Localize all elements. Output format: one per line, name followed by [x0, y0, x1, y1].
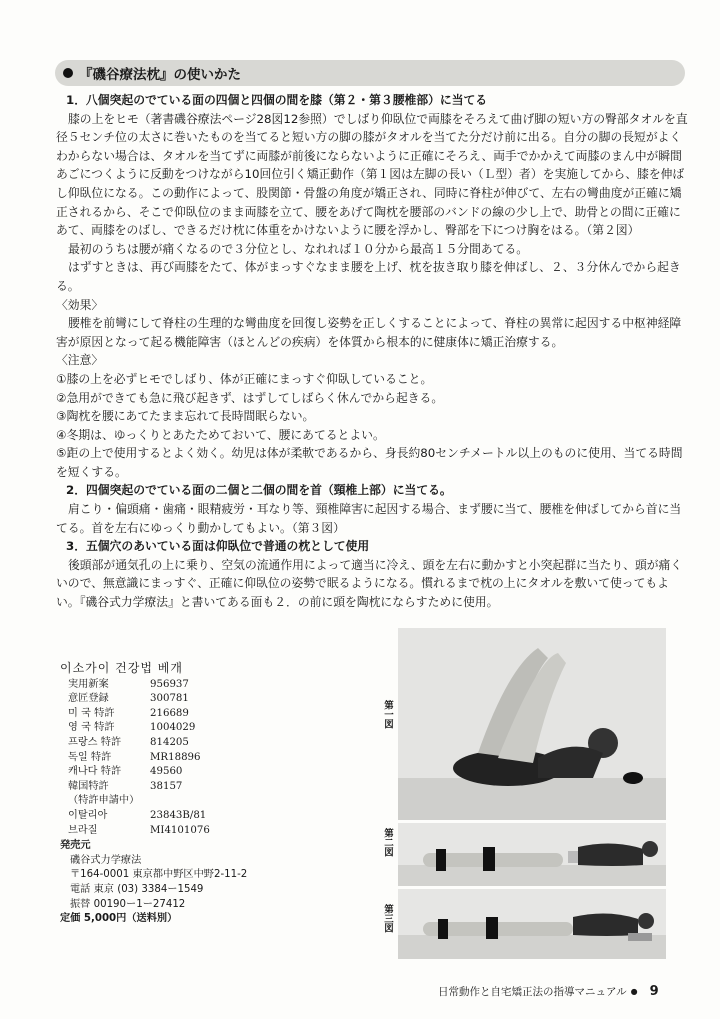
heading-2: 2．四個突起のでている面の二個と二個の間を首（頸椎上部）に当てる。	[66, 483, 452, 498]
figure-1-label: 第一図	[382, 700, 393, 729]
section-header	[55, 60, 685, 86]
patent-row	[60, 736, 380, 751]
figure-2-photo	[398, 823, 666, 886]
patent-row	[60, 751, 380, 766]
patent-number: MR18896	[150, 751, 201, 763]
heading-3: 3．五個穴のあいている面は仰臥位で普通の枕として使用	[66, 539, 370, 554]
patent-row	[60, 707, 380, 722]
patent-row	[60, 824, 380, 839]
page-number: 9	[649, 984, 659, 999]
caution-item: ③陶枕を腰にあてたまま忘れて長時間眠らない。	[56, 409, 315, 424]
price: 定価 5,000円（送料別）	[60, 913, 178, 925]
patent-label: 이탈리아	[68, 809, 108, 821]
caution-item: ①膝の上を必ずヒモでしばり、体が正確にまっすぐ仰臥していること。	[56, 371, 433, 386]
patent-label: 프랑스 特許	[68, 736, 122, 748]
instructions	[56, 91, 688, 612]
effect-label: 〈効果〉	[56, 297, 104, 312]
figure-2-label: 第二図	[382, 828, 393, 857]
patent-label: 독일 特許	[68, 751, 112, 763]
bullet-icon	[63, 68, 73, 78]
seller-transfer: 振替 00190ー1ー27412	[70, 898, 186, 910]
figure-3-label: 第三図	[382, 904, 393, 933]
patent-row	[60, 765, 380, 780]
patent-number: MI4101076	[150, 824, 210, 836]
patent-pending: （特許申請中）	[68, 795, 140, 807]
patent-row	[60, 809, 380, 824]
seller-address: 〒164-0001 東京都中野区中野2-11-2	[70, 869, 248, 881]
effect-text: 腰椎を前彎にして脊柱の生理的な彎曲度を回復し姿勢を正しくすることによって、脊柱の異常に起因する中枢神経障害が原因となって起る機能障害（ほとんどの疾病）を体質から根本的に健康体に矯正治療する。	[56, 316, 682, 349]
paragraph: 肩こり・偏頭痛・歯痛・眼精疲労・耳なり等、頸椎障害に起因する場合、まず腰に当て、腰椎を伸ばしてから首に当てる。首を左右にゆっくり動かしてもよい。（第３図）	[56, 502, 682, 535]
paragraph: 後頭部が通気孔の上に乗り、空気の流通作用によって適当に冷え、頭を左右に動かすと小突起群に当たり、頭が痛くいので、無意識にまっすぐ、正確に仰臥位の姿勢で眠るようになる。慣れるまで枕の上にタオルを敷いて使ってもよい。『磯谷式力学療法』と書いてある面も２．の前に頭を陶枕にならすために使用。	[56, 557, 683, 610]
patent-row	[60, 692, 380, 707]
paragraph: 最初のうちは腰が痛くなるので３分位とし、なれれば１０分から最高１５分間あてる。	[68, 241, 529, 256]
patent-label: 미 국 特許	[68, 707, 115, 719]
seller-phone: 電話 東京 (03) 3384ー1549	[70, 883, 204, 895]
patent-row	[60, 780, 380, 795]
seller-label: 発売元	[60, 840, 91, 852]
seller-name: 磯谷式力学療法	[70, 854, 142, 866]
patent-label: 実用新案	[68, 678, 109, 690]
patent-number: 814205	[150, 736, 189, 748]
patent-number: 956937	[150, 678, 189, 690]
patent-row	[60, 721, 380, 736]
footer-text: 日常動作と自宅矯正法の指導マニュアル	[438, 986, 627, 998]
paragraph: はずすときは、再び両膝をたて、体がまっすぐなまま腰を上げ、枕を抜き取り膝を伸ばし、２、３分休んでから起きる。	[56, 260, 681, 293]
caution-item: ②急用ができても急に飛び起きず、はずしてしばらく休んでから起きる。	[56, 390, 444, 405]
footer-dot-icon: ●	[630, 987, 638, 996]
patent-label: 意匠登録	[68, 693, 109, 705]
figure-3-illustration	[398, 889, 666, 959]
caution-item: ④冬期は、ゆっくりとあたためておいて、腰にあてるとよい。	[56, 427, 385, 442]
patent-label: 영 국 特許	[68, 722, 115, 734]
patent-number: 49560	[150, 766, 183, 778]
patent-number: 216689	[150, 707, 189, 719]
caution-label: 〈注意〉	[56, 353, 104, 368]
figure-1-photo	[398, 628, 666, 820]
patent-number: 23843B/81	[150, 809, 207, 821]
product-title: 이소가이 건강법 베개	[60, 661, 183, 675]
figure-3-photo	[398, 889, 666, 959]
patent-label: 韓国特許	[68, 780, 109, 792]
figure-2-illustration	[398, 823, 666, 886]
page-footer	[438, 984, 659, 999]
section-title: 『磯谷療法枕』の使いかた	[79, 67, 241, 83]
figure-1-illustration	[398, 628, 666, 820]
patent-number: 300781	[150, 693, 189, 705]
heading-1: 1．八個突起のでている面の四個と四個の間を膝（第２・第３腰椎部）に当てる	[66, 93, 488, 107]
patent-label: 캐나다 特許	[68, 766, 122, 778]
caution-item: ⑤距の上で使用するとよく効く。幼児は体が柔軟であるから、身長約80センチメートル以上のものに使用、当てる時間を短くする。	[56, 446, 683, 479]
figure-photos	[398, 628, 666, 956]
paragraph: 膝の上をヒモ（著書磯谷療法ページ28図12参照）でしばり仰臥位で両膝をそろえて曲げ脚の短い方の臀部タオルを直径５センチ位の太さに巻いたものを当てると短い方の脚の膝がタオルを当てた分だけ前に出る。自分の脚の長短がよくわからない場合は、タオルを当てずに両膝が前後にならないように正確にそろえ、両手でかかえて両膝のまん中が瞬間あごにつくように反動をつけながら10回位引く矯正動作（第１図は左脚の長い（Ｌ型）者）を実施してから、膝を伸ばし仰臥位になる。この動作によって、股関節・骨盤の角度が矯正され、同時に脊柱が伸びて、左右の彎曲度が正確に矯正されるから、そこで仰臥位のまま両膝を立て、腰をあげて陶枕を腰部のバンドの線の少し上で、助骨との間に正確にあて、両膝をのばし、できるだけ枕に体重をかけないように腰を浮かし、臀部を下につけ胸をはる。（第２図）	[56, 111, 688, 238]
patent-row	[60, 678, 380, 693]
patent-number: 38157	[150, 780, 183, 792]
patent-label: 브라질	[68, 824, 98, 836]
patent-number: 1004029	[150, 722, 196, 734]
product-info	[60, 661, 380, 927]
